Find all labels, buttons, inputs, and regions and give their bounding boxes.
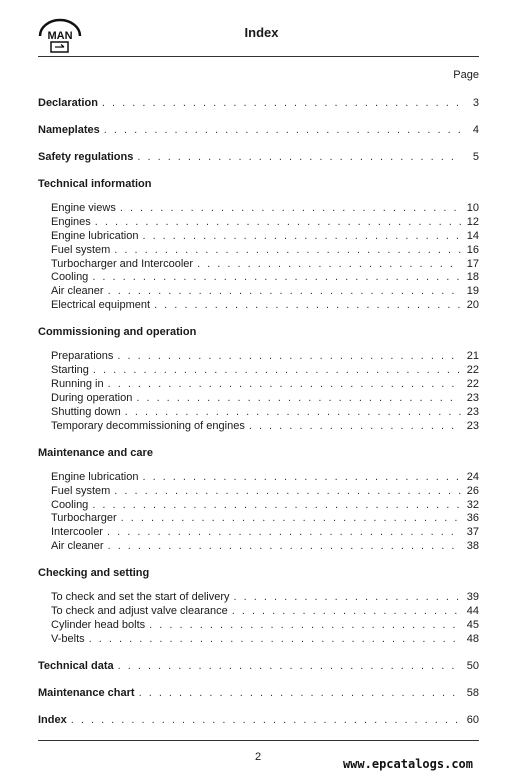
toc-entry-page: 58: [466, 687, 479, 699]
toc-subentry[interactable]: [51, 349, 479, 363]
toc-entry-label: Cooling: [51, 271, 89, 283]
toc-entry-page: 5: [472, 151, 479, 163]
dot-leader: [93, 363, 461, 377]
toc-subentry[interactable]: [51, 470, 479, 484]
toc-entry[interactable]: [38, 659, 479, 673]
footer-rule: [38, 740, 479, 741]
toc-entry-label: Cylinder head bolts: [51, 619, 146, 631]
toc-entry-label: Engine lubrication: [51, 471, 139, 483]
page-column-heading: Page: [453, 69, 479, 81]
toc-entry[interactable]: [38, 150, 479, 164]
toc-entry-page: 17: [466, 258, 479, 270]
toc-entry-page: 23: [466, 406, 479, 418]
page-title: Index: [244, 25, 279, 40]
dot-leader: [139, 686, 461, 700]
toc-entry-label: Nameplates: [38, 124, 100, 136]
toc-subentry[interactable]: [51, 419, 479, 433]
toc-subentry[interactable]: [51, 201, 479, 215]
toc-entry[interactable]: [38, 713, 479, 727]
dot-leader: [89, 632, 461, 646]
toc-entry-label: Air cleaner: [51, 285, 104, 297]
toc-entry-label: Electrical equipment: [51, 299, 151, 311]
toc-entry-label: Intercooler: [51, 526, 103, 538]
toc-entry-label: Turbocharger: [51, 512, 117, 524]
toc-subentry[interactable]: [51, 284, 479, 298]
toc-entry[interactable]: [38, 686, 479, 700]
toc-entry-page: 32: [466, 499, 479, 511]
section-heading: Technical information: [38, 178, 152, 190]
dot-leader: [71, 713, 461, 727]
dot-leader: [108, 377, 461, 391]
header-rule: [38, 56, 479, 57]
toc-subentry[interactable]: [51, 363, 479, 377]
page-number: 2: [254, 751, 262, 763]
toc-entry[interactable]: [38, 123, 479, 137]
toc-entry-page: 3: [472, 97, 479, 109]
toc-subentry[interactable]: [51, 539, 479, 553]
toc-entry-label: During operation: [51, 392, 133, 404]
toc-entry-page: 26: [466, 485, 479, 497]
toc-entry-page: 48: [466, 633, 479, 645]
toc-entry-label: Engine lubrication: [51, 230, 139, 242]
toc-entry-label: Declaration: [38, 97, 98, 109]
toc-entry-page: 39: [466, 591, 479, 603]
dot-leader: [154, 298, 461, 312]
toc-entry-page: 24: [466, 471, 479, 483]
dot-leader: [117, 349, 461, 363]
section-heading: Commissioning and operation: [38, 326, 197, 338]
toc-entry-label: Preparations: [51, 350, 114, 362]
toc-entry[interactable]: [38, 96, 479, 110]
toc-entry-page: 60: [466, 714, 479, 726]
toc-subentry[interactable]: [51, 484, 479, 498]
toc-entry-label: Cooling: [51, 499, 89, 511]
dot-leader: [232, 604, 461, 618]
toc-subentry[interactable]: [51, 243, 479, 257]
dot-leader: [197, 257, 461, 271]
toc-entry-page: 12: [466, 216, 479, 228]
toc-subentry[interactable]: [51, 511, 479, 525]
toc-entry-page: 45: [466, 619, 479, 631]
toc-entry-label: Air cleaner: [51, 540, 104, 552]
dot-leader: [121, 511, 461, 525]
dot-leader: [92, 270, 461, 284]
toc-subentry[interactable]: [51, 215, 479, 229]
toc-subentry[interactable]: [51, 257, 479, 271]
toc-entry-page: 37: [466, 526, 479, 538]
toc-entry-label: Temporary decommissioning of engines: [51, 420, 245, 432]
dot-leader: [125, 405, 461, 419]
toc-entry-label: Fuel system: [51, 485, 111, 497]
dot-leader: [249, 419, 461, 433]
dot-leader: [104, 123, 461, 137]
toc-subentry[interactable]: [51, 618, 479, 632]
toc-entry-page: 14: [466, 230, 479, 242]
toc-entry-page: 38: [466, 540, 479, 552]
toc-entry-page: 22: [466, 364, 479, 376]
dot-leader: [142, 470, 461, 484]
toc-entry-page: 23: [466, 420, 479, 432]
toc-subentry[interactable]: [51, 298, 479, 312]
toc-entry-label: Engine views: [51, 202, 116, 214]
toc-subentry[interactable]: [51, 229, 479, 243]
watermark: www.epcatalogs.com: [342, 757, 473, 771]
dot-leader: [107, 525, 461, 539]
toc-entry-page: 19: [466, 285, 479, 297]
toc-entry-page: 10: [466, 202, 479, 214]
dot-leader: [149, 618, 461, 632]
section-heading: Checking and setting: [38, 567, 150, 579]
toc-subentry[interactable]: [51, 391, 479, 405]
dot-leader: [108, 284, 461, 298]
toc-subentry[interactable]: [51, 604, 479, 618]
toc-entry-page: 18: [466, 271, 479, 283]
toc-entry-page: 50: [466, 660, 479, 672]
dot-leader: [136, 391, 461, 405]
toc-entry-page: 22: [466, 378, 479, 390]
toc-entry-page: 36: [466, 512, 479, 524]
toc-entry-page: 4: [472, 124, 479, 136]
dot-leader: [234, 590, 461, 604]
toc-entry-label: Turbocharger and Intercooler: [51, 258, 194, 270]
toc-entry-label: Safety regulations: [38, 151, 134, 163]
dot-leader: [118, 659, 461, 673]
toc-subentry[interactable]: [51, 632, 479, 646]
dot-leader: [120, 201, 461, 215]
toc-subentry[interactable]: [51, 590, 479, 604]
toc-subentry[interactable]: [51, 405, 479, 419]
toc-entry-page: 44: [466, 605, 479, 617]
logo-text: MAN: [47, 30, 73, 42]
dot-leader: [108, 539, 461, 553]
toc-entry-label: Running in: [51, 378, 104, 390]
toc-entry-label: V-belts: [51, 633, 85, 645]
dot-leader: [142, 229, 461, 243]
toc-entry-label: Engines: [51, 216, 91, 228]
toc-entry-label: Shutting down: [51, 406, 121, 418]
toc-entry-page: 23: [466, 392, 479, 404]
toc-entry-label: Maintenance chart: [38, 687, 135, 699]
toc-entry-label: To check and adjust valve clearance: [51, 605, 228, 617]
toc-subentry[interactable]: [51, 270, 479, 284]
dot-leader: [114, 243, 461, 257]
toc-entry-label: Starting: [51, 364, 89, 376]
toc-subentry[interactable]: [51, 377, 479, 391]
toc-entry-page: 21: [466, 350, 479, 362]
dot-leader: [92, 498, 461, 512]
dot-leader: [137, 150, 461, 164]
toc-subentry[interactable]: [51, 498, 479, 512]
dot-leader: [102, 96, 461, 110]
section-heading: Maintenance and care: [38, 447, 153, 459]
toc-entry-label: Technical data: [38, 660, 114, 672]
toc-entry-page: 16: [466, 244, 479, 256]
toc-subentry[interactable]: [51, 525, 479, 539]
toc-entry-label: Fuel system: [51, 244, 111, 256]
toc-entry-page: 20: [466, 299, 479, 311]
toc-entry-label: To check and set the start of delivery: [51, 591, 230, 603]
dot-leader: [114, 484, 461, 498]
dot-leader: [95, 215, 461, 229]
toc-entry-label: Index: [38, 714, 67, 726]
